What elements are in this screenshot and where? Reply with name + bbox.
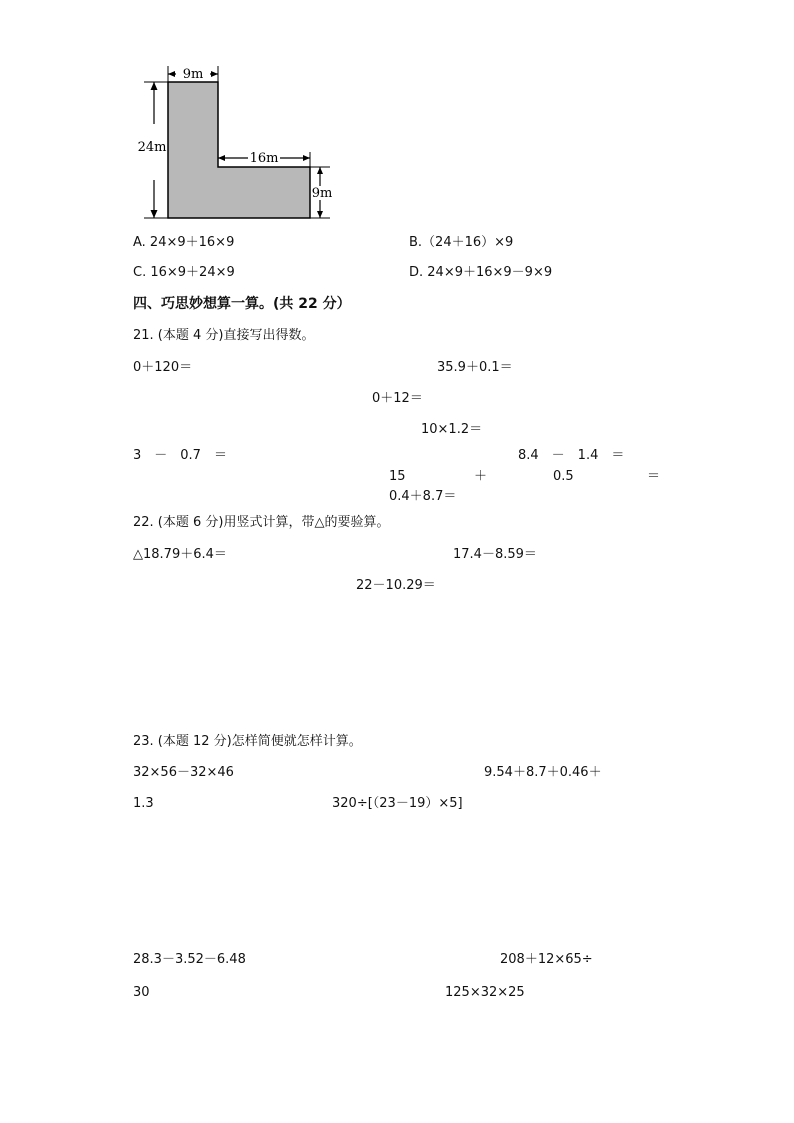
q21-item: 0＋12＝ xyxy=(372,391,423,406)
l-shape-figure xyxy=(130,62,350,227)
q21-item: ＋ xyxy=(474,469,488,484)
option-a: A. 24×9＋16×9 xyxy=(133,235,235,250)
q23-item: 28.3－3.52－6.48 xyxy=(133,952,246,967)
q21-item: 15 xyxy=(389,469,406,484)
q21-item: ＝ xyxy=(647,469,661,484)
q23-item: 125×32×25 xyxy=(445,985,525,1000)
q21-item: 8.4 － 1.4 ＝ xyxy=(518,448,625,463)
q23-title: 23. (本题 12 分)怎样简便就怎样计算。 xyxy=(133,734,362,749)
q21-item: 35.9＋0.1＝ xyxy=(437,360,513,375)
q23-item: 9.54＋8.7＋0.46＋ xyxy=(484,765,602,780)
q21-item: 0.4＋8.7＝ xyxy=(389,489,457,504)
l-shape-region xyxy=(168,82,310,218)
q23-item: 1.3 xyxy=(133,796,154,811)
q22-item: △18.79＋6.4＝ xyxy=(133,547,227,562)
q21-item: 10×1.2＝ xyxy=(421,422,483,437)
q21-item: 3 － 0.7 ＝ xyxy=(133,448,227,463)
q21-title: 21. (本题 4 分)直接写出得数。 xyxy=(133,328,315,343)
q23-item: 30 xyxy=(133,985,150,1000)
option-d: D. 24×9＋16×9－9×9 xyxy=(409,265,553,280)
q22-item: 17.4－8.59＝ xyxy=(453,547,537,562)
dim-left-label: 24m xyxy=(137,140,167,155)
option-b: B.（24＋16）×9 xyxy=(409,235,514,250)
q23-item: 320÷[（23－19）×5] xyxy=(332,796,463,811)
q23-item: 208＋12×65÷ xyxy=(500,952,593,967)
option-c: C. 16×9＋24×9 xyxy=(133,265,235,280)
dim-middle-label: 16m xyxy=(249,151,279,166)
dim-right-label: 9m xyxy=(311,186,333,201)
q22-title: 22. (本题 6 分)用竖式计算，带△的要验算。 xyxy=(133,515,390,530)
q23-item: 32×56－32×46 xyxy=(133,765,234,780)
q21-item: 0.5 xyxy=(553,469,574,484)
q22-item: 22－10.29＝ xyxy=(356,578,436,593)
section-heading: 四、巧思妙想算一算。(共 22 分） xyxy=(133,296,351,312)
q21-item: 0＋120＝ xyxy=(133,360,193,375)
dim-top-label: 9m xyxy=(182,67,204,82)
